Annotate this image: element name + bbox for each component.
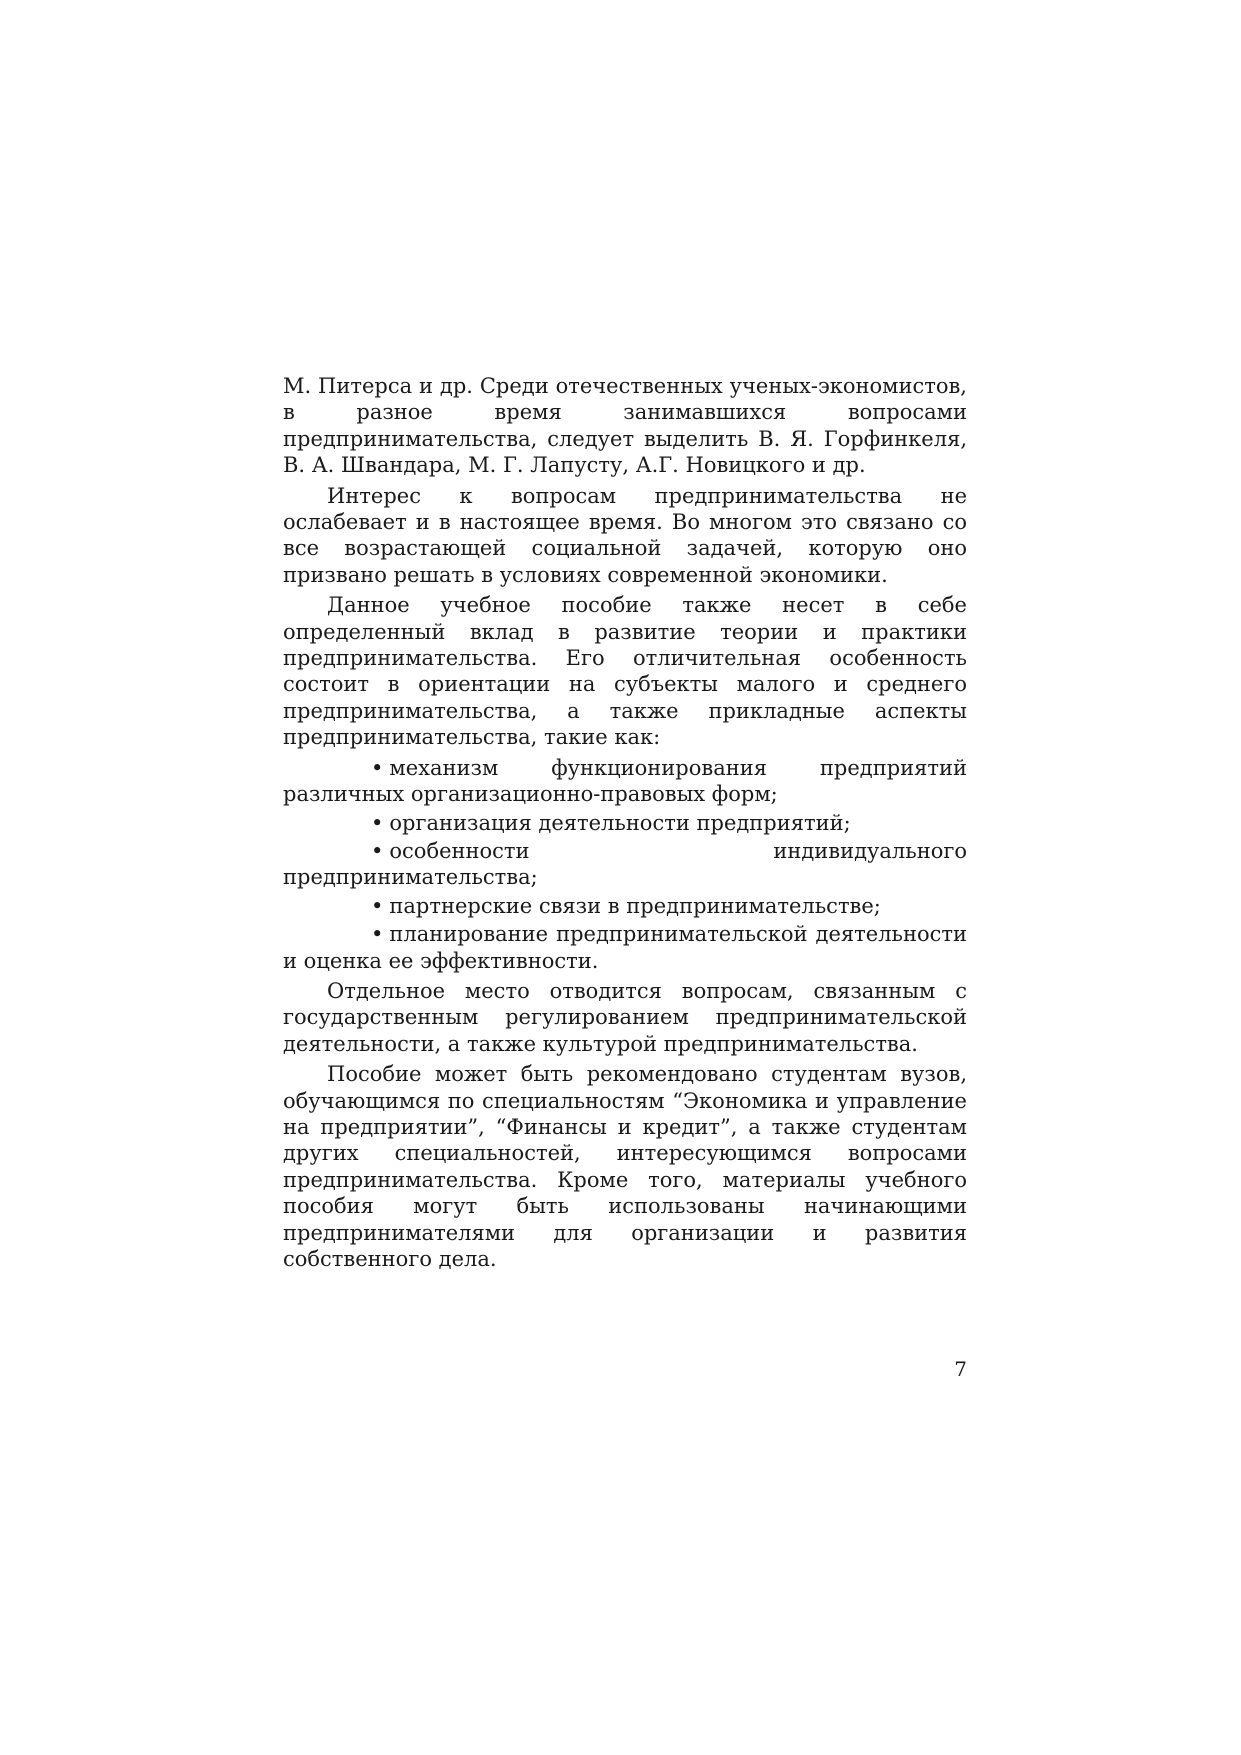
list-item	[283, 921, 967, 974]
list-item	[283, 838, 967, 891]
paragraph-3: Данное учебное пособие также несет в себе определенный вклад в развитие теории и практики предпринимательства. Его отличительная особенность состоит в ориентации на субъекты малого и среднего предпринимательства, а также прикладные аспекты предпринимательства, такие как:	[283, 593, 967, 750]
paragraph-2: Интерес к вопросам предпринимательства не ослабевает и в настоящее время. Во многом это связано со все возрастающей социальной задачей, которую оно призвано решать в условиях современной экономики.	[283, 483, 967, 587]
list-item-text: партнерские связи в предпринимательстве;	[389, 893, 881, 918]
paragraph-4: Отдельное место отводится вопросам, связанным с государственным регулированием предпринимательской деятельности, а также культурой предпринимательства.	[283, 978, 967, 1056]
bullet-icon: •	[371, 755, 384, 780]
bullet-list	[283, 755, 967, 974]
page-number: 7	[954, 1357, 967, 1381]
list-item-text: планирование предпринимательской деятельности и оценка ее эффективности.	[283, 922, 967, 973]
bullet-icon: •	[371, 893, 384, 918]
bullet-icon: •	[371, 838, 384, 863]
paragraph-1: М. Питерса и др. Среди отечественных ученых-экономистов, в разное время занимавшихся вопросами предпринимательства, следует выделить В. Я. Горфинкеля, В. А. Швандара, М. Г. Лапусту, А.Г. Новицкого и др.	[283, 374, 967, 478]
paragraph-5: Пособие может быть рекомендовано студентам вузов, обучающимся по специальностям “Экономика и управление на предприятии”, “Финансы и кредит”, а также студентам других специальностей, интересующимся вопросами предпринимательства. Кроме того, материалы учебного пособия могут быть использованы начинающими предпринимателями для организации и развития собственного дела.	[283, 1062, 967, 1271]
list-item-text: организация деятельности предприятий;	[389, 810, 851, 835]
body-text	[283, 373, 967, 1276]
list-item-text: особенности индивидуального предпринимательства;	[283, 838, 967, 890]
bullet-icon: •	[371, 810, 384, 835]
list-item	[283, 810, 967, 836]
list-item	[283, 755, 967, 808]
list-item-text: механизм функционирования предприятий различных организационно-правовых форм;	[283, 755, 967, 807]
list-item	[283, 893, 967, 919]
bullet-icon: •	[371, 922, 384, 947]
